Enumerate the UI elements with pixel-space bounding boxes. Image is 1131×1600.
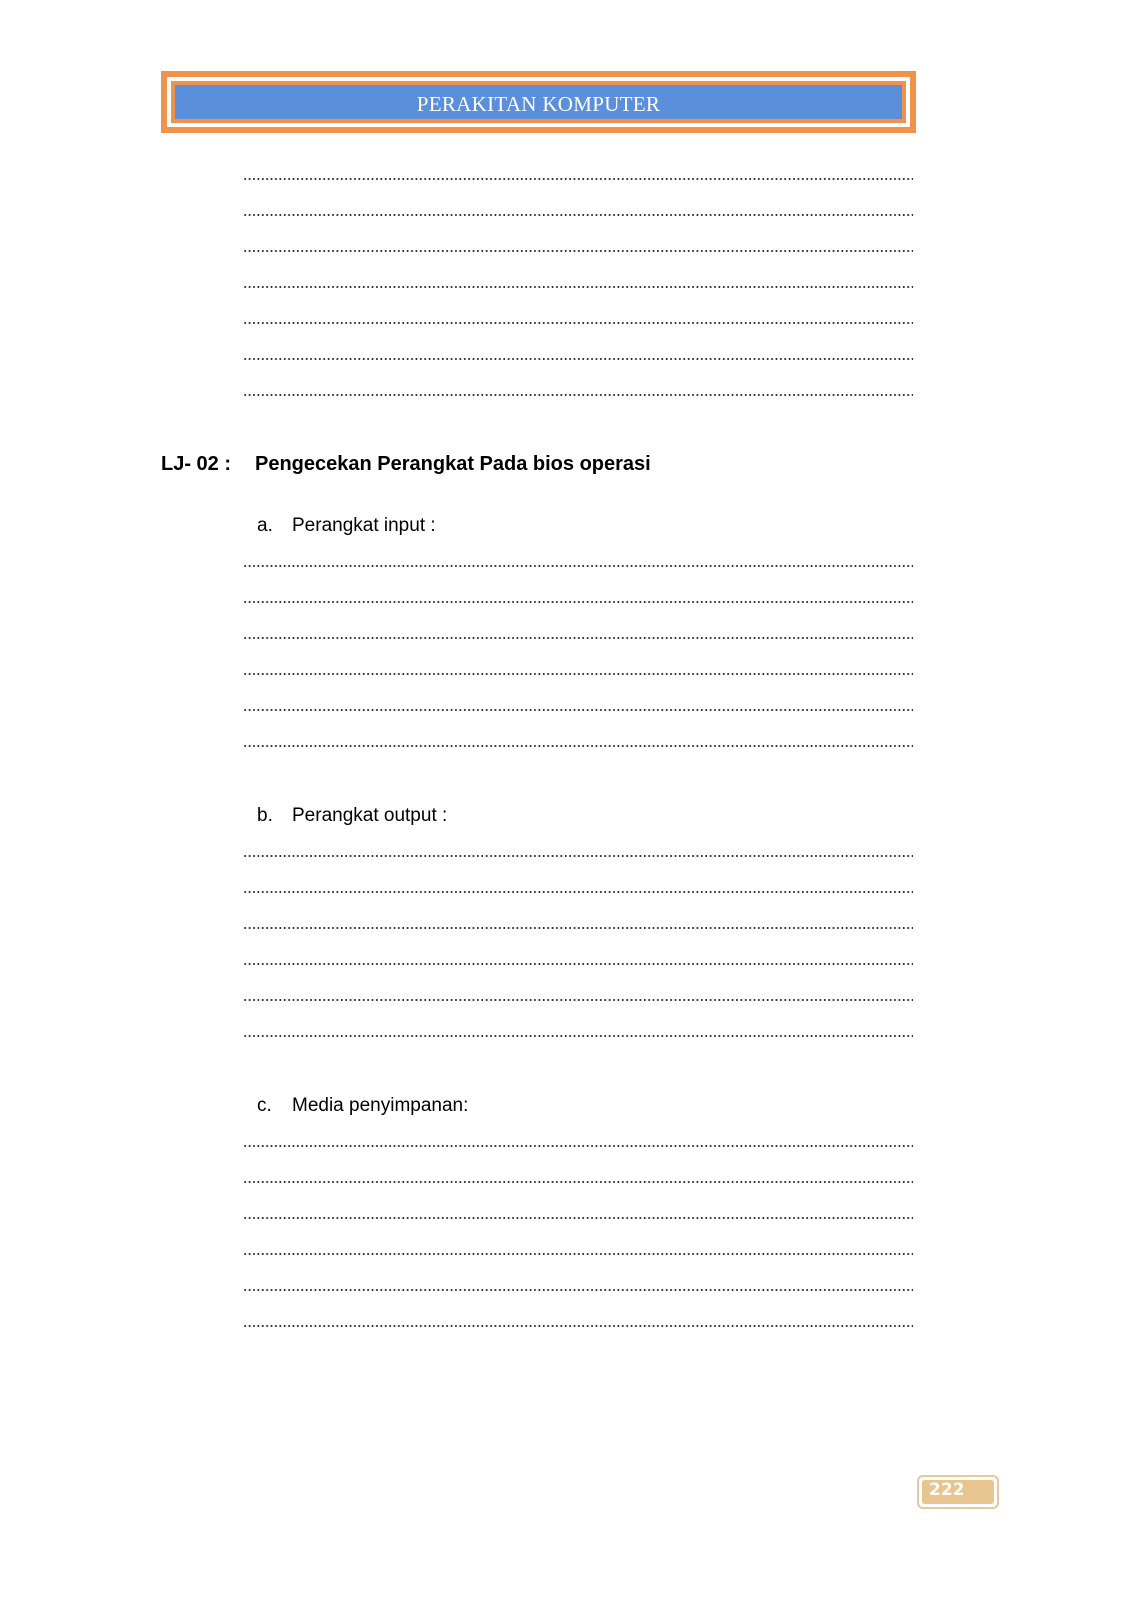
answer-line[interactable] (243, 1253, 913, 1255)
section-code: LJ- 02 : (161, 453, 232, 475)
section-heading (161, 453, 651, 476)
answer-line[interactable] (243, 1035, 913, 1037)
answer-line[interactable] (243, 745, 913, 747)
item-a (257, 515, 436, 537)
answer-line[interactable] (243, 1181, 913, 1183)
item-letter: c. (257, 1095, 272, 1116)
answer-line[interactable] (243, 601, 913, 603)
item-b (257, 805, 447, 827)
answer-line[interactable] (243, 963, 913, 965)
banner-blue-panel (175, 85, 902, 119)
page-number: 222 (929, 1480, 965, 1500)
answer-line[interactable] (243, 394, 913, 396)
answer-line[interactable] (243, 1325, 913, 1327)
answer-line[interactable] (243, 1145, 913, 1147)
item-letter: b. (257, 805, 273, 826)
answer-line[interactable] (243, 214, 913, 216)
answer-line[interactable] (243, 999, 913, 1001)
answer-line[interactable] (243, 891, 913, 893)
item-letter: a. (257, 515, 273, 536)
section-title: Pengecekan Perangkat Pada bios operasi (255, 453, 651, 475)
answer-line[interactable] (243, 286, 913, 288)
answer-line[interactable] (243, 637, 913, 639)
answer-line[interactable] (243, 250, 913, 252)
page-number-badge (917, 1475, 999, 1509)
item-label: Perangkat input : (292, 515, 436, 536)
answer-line[interactable] (243, 322, 913, 324)
answer-line[interactable] (243, 1217, 913, 1219)
item-label: Media penyimpanan: (292, 1095, 469, 1116)
answer-line[interactable] (243, 178, 913, 180)
banner-white-frame (167, 77, 910, 127)
item-c (257, 1095, 468, 1117)
answer-line[interactable] (243, 709, 913, 711)
answer-line[interactable] (243, 565, 913, 567)
header-banner (161, 71, 916, 133)
answer-line[interactable] (243, 358, 913, 360)
banner-orange-frame (171, 81, 906, 123)
header-title: PERAKITAN KOMPUTER (416, 91, 661, 116)
answer-line[interactable] (243, 1289, 913, 1291)
answer-line[interactable] (243, 673, 913, 675)
item-label: Perangkat output : (292, 805, 448, 826)
answer-line[interactable] (243, 927, 913, 929)
answer-line[interactable] (243, 855, 913, 857)
